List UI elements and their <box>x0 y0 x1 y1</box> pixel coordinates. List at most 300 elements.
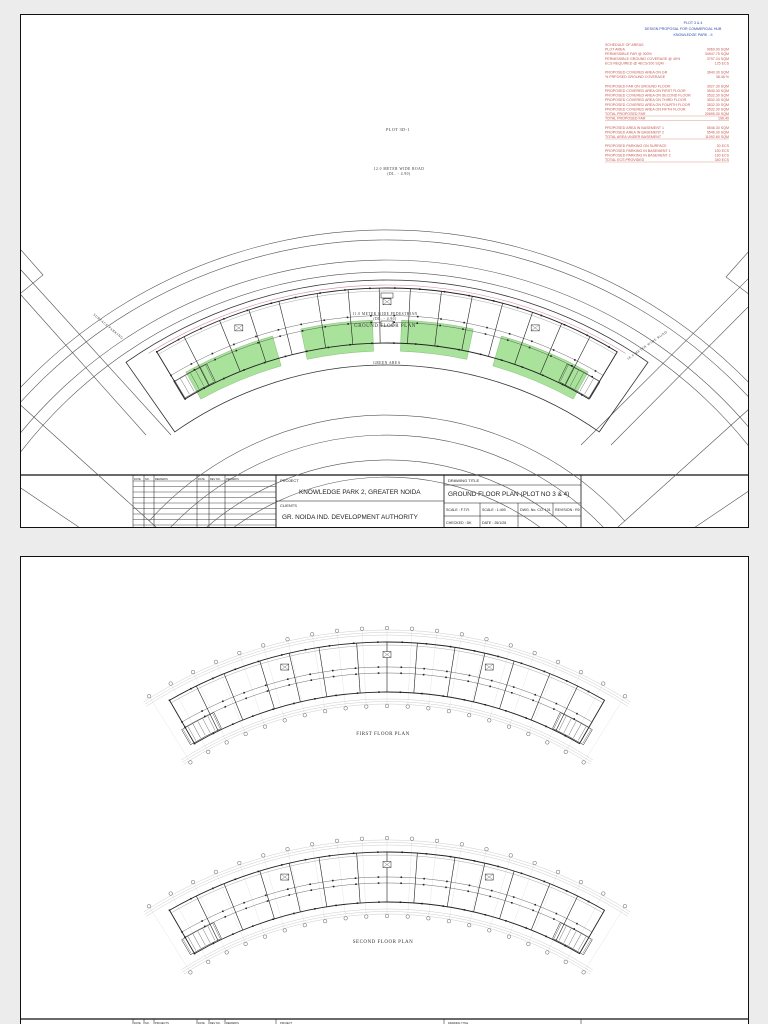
schedule-row-label: % PRPOSED GROUND COVERAGE <box>605 75 666 80</box>
schedule-row-label: PROPOSED AREA IN BASEMENT 1 <box>605 125 665 130</box>
schedule-row-value: 11092.60 SQM <box>705 135 729 139</box>
column <box>190 688 192 690</box>
column <box>309 673 311 675</box>
column <box>480 354 482 356</box>
column <box>378 672 380 674</box>
grid-bubble <box>556 660 560 664</box>
grid-bubble <box>214 660 218 664</box>
road-arc <box>21 230 749 453</box>
column <box>369 288 371 290</box>
schedule-row-label: TOTAL PROPOSED FAR <box>605 112 646 116</box>
schedule-row-label: TOTAL PROPOSED FAR <box>605 116 646 121</box>
grid-bubble <box>214 870 218 874</box>
column <box>347 323 349 325</box>
column <box>497 866 499 868</box>
grid-bubble <box>263 935 267 939</box>
column <box>544 671 546 673</box>
stair-tread <box>573 934 581 948</box>
rev-header: NO. <box>145 478 150 481</box>
column <box>223 378 225 380</box>
schedule-row-label: TOTAL ECS PROVIDED <box>605 158 645 162</box>
column <box>223 318 225 320</box>
grid-bubble <box>385 836 389 840</box>
grid-bubble <box>460 842 464 846</box>
road-edge <box>21 453 173 528</box>
column <box>576 713 578 715</box>
column <box>329 645 331 647</box>
partition-wall <box>474 653 485 702</box>
column <box>247 310 249 312</box>
grid-bubble <box>238 651 242 655</box>
schedule-row-label: PROPOSED PARKING ON SURFACE <box>605 144 667 149</box>
grid-bubble <box>335 629 339 633</box>
column <box>517 307 519 309</box>
column <box>328 347 330 349</box>
column <box>400 691 402 693</box>
grid-bubble <box>283 929 287 933</box>
column <box>416 322 418 324</box>
road-right-label: 18.0 METER WIDE ROAD <box>626 329 669 361</box>
column <box>333 676 335 678</box>
column <box>293 703 295 705</box>
partition-wall <box>500 661 515 709</box>
column <box>310 679 312 681</box>
scale: SCALE : 1:400 <box>482 508 506 512</box>
grid-bubble <box>427 917 431 921</box>
grid-bubble <box>527 732 531 736</box>
column <box>378 691 380 693</box>
column <box>357 692 359 694</box>
grid-bubble <box>283 719 287 723</box>
grid-bubble <box>582 761 586 765</box>
grid-bubble <box>303 923 307 927</box>
column <box>355 877 357 879</box>
column <box>170 375 172 377</box>
column <box>505 920 507 922</box>
grid-bubble <box>344 917 348 921</box>
column <box>169 909 171 911</box>
drawing-title-label: DRAWING TITLE <box>448 478 480 483</box>
drawing-title: GROUND FLOOR PLAN (PLOT NO 3 & 4) <box>448 491 570 498</box>
project-label: PROJECT <box>280 478 299 483</box>
schedule-row-value: 160 ECS <box>714 153 729 158</box>
grid-bubble <box>546 741 550 745</box>
column <box>437 345 439 347</box>
column <box>444 291 446 293</box>
column <box>464 699 466 701</box>
building-first-floor <box>144 626 631 764</box>
grid-bubble <box>385 704 389 708</box>
grid-bubble <box>487 929 491 933</box>
column <box>212 353 214 355</box>
schedule-row-value: 3640.30 SQM <box>706 70 729 75</box>
schedule-row-value: 196.40 <box>718 116 729 121</box>
column <box>169 699 171 701</box>
schedule-row-value: 150 ECS <box>714 148 729 153</box>
column <box>542 374 544 376</box>
road-top-label: 12.0 METER WIDE ROAD <box>373 167 425 171</box>
site-roads <box>21 230 749 528</box>
stair-tread <box>198 721 206 735</box>
column <box>423 668 425 670</box>
side-road <box>21 270 171 435</box>
column <box>426 853 428 855</box>
column <box>423 674 425 676</box>
column <box>417 316 419 318</box>
column <box>224 706 226 708</box>
tb-header: PROJECT <box>280 1022 293 1024</box>
schedule-row-value: 3532.30 SQM <box>706 93 729 98</box>
column <box>232 933 234 935</box>
grid-bubble <box>435 839 439 843</box>
grid-line <box>150 698 189 761</box>
column <box>201 920 203 922</box>
partition-wall <box>289 653 300 702</box>
side-road <box>611 305 749 445</box>
column <box>190 898 192 900</box>
grid-bubble <box>485 847 489 851</box>
grid-bubble <box>435 629 439 633</box>
grid-bubble <box>385 914 389 918</box>
schedule-row-label: PLOT AREA <box>605 47 625 52</box>
column <box>293 913 295 915</box>
column <box>181 931 183 933</box>
column <box>486 327 488 329</box>
grid-bubble <box>460 632 464 636</box>
rev-header: REMARKS <box>226 478 239 481</box>
grid-bubble <box>360 627 364 631</box>
project-name: KNOWLEDGE PARK 2, GREATER NOIDA <box>299 489 421 496</box>
column <box>534 904 536 906</box>
column <box>319 292 321 294</box>
tb-header: DATE <box>134 1022 141 1024</box>
partition-wall <box>319 857 327 906</box>
column <box>468 295 470 297</box>
column <box>335 905 337 907</box>
grid-bubble <box>310 842 314 846</box>
schedule-row-label: PROPOSED COVERED AREA ON FOURTH FLOOR <box>605 102 691 107</box>
column <box>419 288 421 290</box>
column <box>458 349 460 351</box>
column <box>489 896 491 898</box>
column <box>474 650 476 652</box>
sheet-ground-floor <box>20 14 749 528</box>
sheet-upper-floors <box>20 556 749 1024</box>
column <box>255 336 257 338</box>
stair-tread <box>203 929 210 943</box>
building-ground-floor <box>149 285 626 400</box>
column <box>521 872 523 874</box>
column <box>400 901 402 903</box>
column <box>463 322 465 324</box>
column <box>181 721 183 723</box>
column <box>288 684 290 686</box>
schedule-row-label: PERMISSIBLE FAR @ 300% <box>605 52 652 57</box>
column <box>281 864 283 866</box>
title-block <box>21 475 749 528</box>
column <box>556 913 558 915</box>
partition-wall <box>500 871 515 919</box>
schedule-plot: PLOT 3 & 4 <box>683 21 703 25</box>
column <box>201 710 203 712</box>
column <box>491 680 493 682</box>
grid-bubble <box>602 682 606 686</box>
grid-bubble <box>360 837 364 841</box>
schedule-row-value: 5546.30 SQM <box>706 125 729 130</box>
grid-bubble <box>189 761 193 765</box>
column <box>511 902 513 904</box>
column <box>265 685 267 687</box>
schedule-row-value: 34947.75 SQM <box>704 52 729 57</box>
column <box>243 692 245 694</box>
grid-bubble <box>225 741 229 745</box>
schedule-row-label: PROPOSED FAR ON GROUND FLOOR <box>605 84 671 89</box>
column <box>462 328 464 330</box>
column <box>423 884 425 886</box>
column <box>355 883 357 885</box>
column <box>243 902 245 904</box>
ground-floor-title: GROUND FLOOR PLAN <box>354 324 416 329</box>
column <box>400 672 402 674</box>
column <box>489 686 491 688</box>
column <box>222 700 224 702</box>
column <box>332 880 334 882</box>
column <box>556 703 558 705</box>
column <box>258 661 260 663</box>
grid-bubble <box>147 694 151 698</box>
stair-tread <box>193 724 201 738</box>
column <box>378 876 380 878</box>
column <box>564 324 566 326</box>
column <box>574 359 576 361</box>
second-floor-title: SECOND FLOOR PLAN <box>352 940 414 945</box>
column <box>450 646 452 648</box>
column <box>355 673 357 675</box>
drawing-number: DWG. No. CO. 101 <box>520 508 551 512</box>
column <box>257 342 259 344</box>
grid-bubble <box>244 732 248 736</box>
column <box>235 668 237 670</box>
grid-bubble <box>169 892 173 896</box>
grid-bubble <box>406 705 410 709</box>
grid-bubble <box>447 919 451 923</box>
stair-tread <box>554 924 561 938</box>
schedule-row-value: 9960.00 SQM <box>706 47 729 52</box>
column <box>355 667 357 669</box>
column <box>272 708 274 710</box>
partition-wall <box>447 647 455 696</box>
checked-by: CHECKED : DK <box>446 521 472 525</box>
column <box>378 666 380 668</box>
column <box>446 671 448 673</box>
column <box>576 923 578 925</box>
column <box>310 889 312 891</box>
column <box>497 656 499 658</box>
schedule-row-label: PROPOSED PARKING IN BASEMENT 1 <box>605 148 671 153</box>
grid-line <box>150 908 189 971</box>
grid-bubble <box>623 694 627 698</box>
grid-bubble <box>261 644 265 648</box>
column <box>323 319 325 321</box>
rev-header: DATE <box>198 478 205 481</box>
column <box>467 890 469 892</box>
column <box>608 346 610 348</box>
schedule-subtitle: KNOWLEDGE PARK - II <box>673 33 713 37</box>
schedule-row-value: 5546.30 SQM <box>706 130 729 135</box>
column <box>550 355 552 357</box>
column <box>450 856 452 858</box>
column <box>507 339 509 341</box>
grid-bubble <box>467 923 471 927</box>
green-area-arc <box>149 415 625 521</box>
schedule-row-label: PROPOSED COVERED AREA ON THIRD FLOOR <box>605 98 687 103</box>
grid-bubble <box>191 670 195 674</box>
column <box>440 318 442 320</box>
column <box>421 903 423 905</box>
column <box>333 886 335 888</box>
grid-bubble <box>507 935 511 939</box>
column <box>501 359 503 361</box>
grid-bubble <box>238 861 242 865</box>
stair-tread <box>208 716 215 730</box>
column <box>285 356 287 358</box>
column <box>245 908 247 910</box>
grid-bubble <box>206 750 210 754</box>
partition-wall <box>279 301 292 354</box>
grid-bubble <box>467 713 471 717</box>
upper-floors-drawing <box>21 557 749 1024</box>
column <box>264 362 266 364</box>
schedule-row-label: PROPOSED COVERED AREA ON FIFTH FLOOR <box>605 107 686 112</box>
pedestrian-label: 11.0 METER WIDE PEDESTRIAN <box>352 312 418 316</box>
tb-header: PROJECTS <box>155 1022 169 1024</box>
column <box>377 851 379 853</box>
grid-line <box>585 698 624 761</box>
grid-bubble <box>410 627 414 631</box>
column <box>329 855 331 857</box>
column <box>393 321 395 323</box>
grid-bubble <box>206 960 210 964</box>
stair-tread <box>213 714 220 728</box>
building-second-floor <box>144 836 631 974</box>
grid-line <box>585 908 624 971</box>
column <box>371 342 373 344</box>
schedule-row-value: 3797.24 SQM <box>706 56 729 61</box>
column <box>302 330 304 332</box>
column <box>513 686 515 688</box>
grid-bubble <box>406 915 410 919</box>
entry-marker <box>381 293 393 298</box>
stair-tread <box>569 931 577 945</box>
column <box>415 343 417 345</box>
column <box>378 882 380 884</box>
column <box>505 710 507 712</box>
column <box>357 902 359 904</box>
column <box>531 341 533 343</box>
schedule-row-value: 3027.30 SQM <box>706 84 729 89</box>
pedestrian-sub: (DL. - 4.90) <box>373 317 397 321</box>
grid-bubble <box>487 719 491 723</box>
column <box>200 328 202 330</box>
column <box>544 881 546 883</box>
column <box>467 680 469 682</box>
column <box>545 726 547 728</box>
road-top-sub: (DL. - 4.90) <box>387 172 411 176</box>
rev-header: REMARKS <box>155 478 168 481</box>
column <box>534 694 536 696</box>
column <box>236 350 238 352</box>
grid-bubble <box>533 861 537 865</box>
area-schedule <box>605 21 730 162</box>
tb-header: REMARKS <box>226 1022 239 1024</box>
grid-bubble <box>507 725 511 729</box>
column <box>156 351 158 353</box>
column <box>265 895 267 897</box>
first-floor-title: FIRST FLOOR PLAN <box>356 732 410 737</box>
column <box>271 302 273 304</box>
road-left-label: SURFACE PARKING <box>92 312 125 341</box>
column <box>426 643 428 645</box>
column <box>532 910 534 912</box>
grid-bubble <box>169 682 173 686</box>
side-road <box>726 250 749 295</box>
grid-bubble <box>344 707 348 711</box>
column <box>553 918 555 920</box>
column <box>353 852 355 854</box>
grid-bubble <box>509 854 513 858</box>
column <box>485 914 487 916</box>
schedule-row-value: 3540.30 SQM <box>706 89 729 93</box>
grid-bubble <box>623 904 627 908</box>
stair-tread <box>573 724 581 738</box>
grid-bubble <box>579 670 583 674</box>
column <box>393 342 395 344</box>
column <box>445 887 447 889</box>
column <box>566 890 568 892</box>
partition-wall <box>531 674 550 720</box>
column <box>235 878 237 880</box>
column <box>464 909 466 911</box>
column <box>545 936 547 938</box>
column <box>272 918 274 920</box>
partition-wall <box>319 647 327 696</box>
grid-bubble <box>261 854 265 858</box>
column <box>245 698 247 700</box>
grid-bubble <box>225 951 229 955</box>
column <box>394 287 396 289</box>
schedule-row-value: 3532.30 SQM <box>706 107 729 112</box>
column <box>191 363 193 365</box>
side-road <box>21 250 43 293</box>
column <box>267 690 269 692</box>
side-road <box>581 277 749 445</box>
column <box>287 678 289 680</box>
column <box>222 910 224 912</box>
grid-bubble <box>303 713 307 717</box>
column <box>553 349 555 351</box>
grid-bubble <box>286 637 290 641</box>
column <box>493 300 495 302</box>
column <box>491 890 493 892</box>
tb-header: NO. <box>145 1022 150 1024</box>
column <box>439 325 441 327</box>
column <box>553 708 555 710</box>
column <box>258 871 260 873</box>
side-road <box>21 295 146 435</box>
grid-bubble <box>147 904 151 908</box>
column <box>214 359 216 361</box>
revision: REVISION : R0 <box>555 508 580 512</box>
